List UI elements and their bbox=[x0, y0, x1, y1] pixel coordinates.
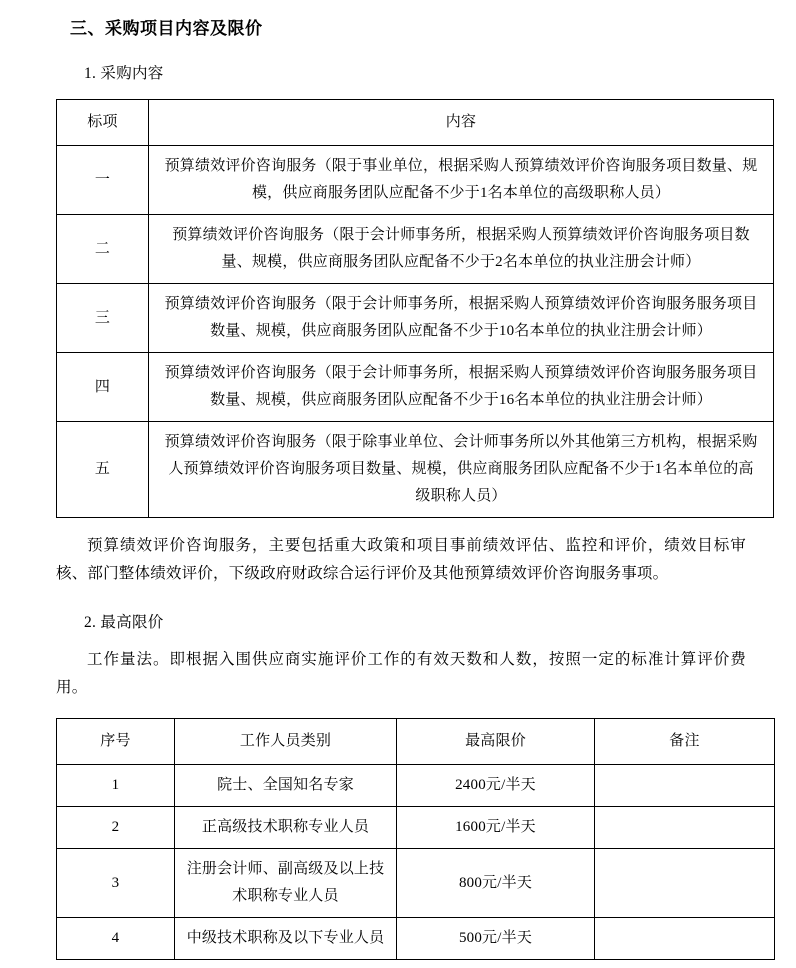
cell-item-content: 预算绩效评价咨询服务（限于会计师事务所，根据采购人预算绩效评价咨询服务项目数量、规模，供应商服务团队应配备不少于2名本单位的执业注册会计师） bbox=[149, 215, 774, 284]
table-row bbox=[57, 918, 775, 960]
cell-item-number: 一 bbox=[57, 146, 149, 215]
cell-item-number: 四 bbox=[57, 353, 149, 422]
max-price-table bbox=[56, 718, 775, 960]
cell-staff-category: 中级技术职称及以下专业人员 bbox=[175, 918, 397, 960]
table-row bbox=[57, 284, 774, 353]
column-header-max-price: 最高限价 bbox=[397, 719, 595, 765]
cell-item-content: 预算绩效评价咨询服务（限于会计师事务所，根据采购人预算绩效评价咨询服务服务项目数量、规模，供应商服务团队应配备不少于16名本单位的执业注册会计师） bbox=[149, 353, 774, 422]
cell-no: 2 bbox=[57, 807, 175, 849]
cell-remark bbox=[595, 765, 775, 807]
cell-staff-category: 注册会计师、副高级及以上技术职称专业人员 bbox=[175, 849, 397, 918]
cell-no: 1 bbox=[57, 765, 175, 807]
cell-staff-category: 正高级技术职称专业人员 bbox=[175, 807, 397, 849]
table-row bbox=[57, 422, 774, 518]
cell-max-price: 2400元/半天 bbox=[397, 765, 595, 807]
cell-max-price: 500元/半天 bbox=[397, 918, 595, 960]
paragraph-workload-method: 工作量法。即根据入围供应商实施评价工作的有效天数和人数，按照一定的标准计算评价费用。 bbox=[56, 651, 746, 696]
cell-remark bbox=[595, 807, 775, 849]
paragraph-service-scope: 预算绩效评价咨询服务，主要包括重大政策和项目事前绩效评估、监控和评价，绩效目标审核、部门整体绩效评价，下级政府财政综合运行评价及其他预算绩效评价咨询服务事项。 bbox=[56, 537, 746, 582]
subsection-heading-procurement-content: 1. 采购内容 bbox=[84, 65, 164, 82]
table-row bbox=[57, 849, 775, 918]
table-row bbox=[57, 353, 774, 422]
cell-item-content: 预算绩效评价咨询服务（限于事业单位，根据采购人预算绩效评价咨询服务项目数量、规模，供应商服务团队应配备不少于1名本单位的高级职称人员） bbox=[149, 146, 774, 215]
table-row bbox=[57, 807, 775, 849]
cell-item-number: 二 bbox=[57, 215, 149, 284]
cell-remark bbox=[595, 918, 775, 960]
column-header-no: 序号 bbox=[57, 719, 175, 765]
column-header-staff-category: 工作人员类别 bbox=[175, 719, 397, 765]
table-header-row bbox=[57, 719, 775, 765]
table-header-row bbox=[57, 100, 774, 146]
cell-item-number: 三 bbox=[57, 284, 149, 353]
cell-item-content: 预算绩效评价咨询服务（限于会计师事务所，根据采购人预算绩效评价咨询服务服务项目数量、规模，供应商服务团队应配备不少于10名本单位的执业注册会计师） bbox=[149, 284, 774, 353]
cell-item-content: 预算绩效评价咨询服务（限于除事业单位、会计师事务所以外其他第三方机构，根据采购人预算绩效评价咨询服务项目数量、规模，供应商服务团队应配备不少于1名本单位的高级职称人员） bbox=[149, 422, 774, 518]
column-header-item: 标项 bbox=[57, 100, 149, 146]
cell-no: 4 bbox=[57, 918, 175, 960]
table-row bbox=[57, 215, 774, 284]
cell-max-price: 1600元/半天 bbox=[397, 807, 595, 849]
cell-remark bbox=[595, 849, 775, 918]
cell-max-price: 800元/半天 bbox=[397, 849, 595, 918]
subsection-heading-max-price: 2. 最高限价 bbox=[84, 614, 164, 631]
column-header-remark: 备注 bbox=[595, 719, 775, 765]
page-title: 三、采购项目内容及限价 bbox=[70, 19, 263, 38]
cell-no: 3 bbox=[57, 849, 175, 918]
column-header-content: 内容 bbox=[149, 100, 774, 146]
cell-item-number: 五 bbox=[57, 422, 149, 518]
table-row bbox=[57, 146, 774, 215]
procurement-content-table bbox=[56, 99, 774, 518]
table-row bbox=[57, 765, 775, 807]
cell-staff-category: 院士、全国知名专家 bbox=[175, 765, 397, 807]
